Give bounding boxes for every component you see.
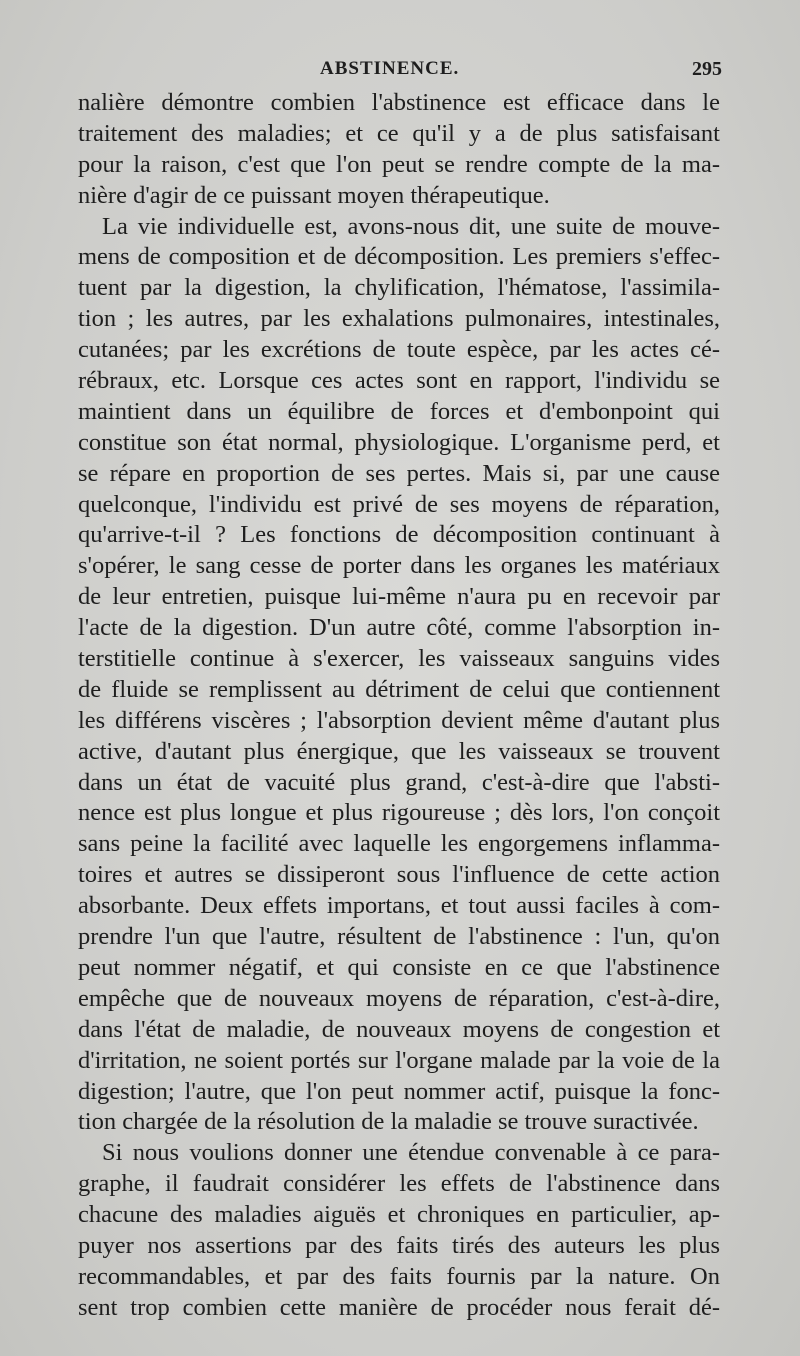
text-line: toires et autres se dissiperont sous l'influence de cette action bbox=[78, 861, 720, 889]
text-line: graphe, il faudrait considérer les effets de l'abstinence dans bbox=[78, 1170, 720, 1198]
text-line: absorbante. Deux effets importans, et tout aussi faciles à com- bbox=[78, 892, 720, 920]
text-line: peut nommer négatif, et qui consiste en ce que l'abstinence bbox=[78, 953, 720, 981]
text-line: dans un état de vacuité plus grand, c'est-à-dire que l'absti- bbox=[78, 768, 720, 796]
text-line: traitement des maladies; et ce qu'il y a de plus satisfaisant bbox=[78, 119, 720, 147]
text-line: La vie individuelle est, avons-nous dit, une suite de mouve- bbox=[102, 212, 720, 240]
running-title: ABSTINENCE. bbox=[320, 58, 460, 79]
text-line: tion ; les autres, par les exhalations pulmonaires, intestinales, bbox=[78, 305, 720, 333]
text-line: pour la raison, c'est que l'on peut se rendre compte de la ma- bbox=[78, 150, 720, 178]
text-line: cutanées; par les excrétions de toute espèce, par les actes cé- bbox=[78, 336, 720, 364]
text-line: mens de composition et de décomposition. Les premiers s'effec- bbox=[78, 243, 720, 271]
text-line: de leur entretien, puisque lui-même n'aura pu en recevoir par bbox=[78, 583, 720, 611]
text-line: nence est plus longue et plus rigoureuse ; dès lors, l'on conçoit bbox=[78, 799, 720, 827]
page-number: 295 bbox=[692, 58, 722, 80]
text-line: de fluide se remplissent au détriment de celui que contiennent bbox=[78, 675, 720, 703]
text-line: qu'arrive-t-il ? Les fonctions de décomposition continuant à bbox=[78, 521, 720, 549]
text-line: terstitielle continue à s'exercer, les vaisseaux sanguins vides bbox=[78, 645, 720, 673]
text-line: l'acte de la digestion. D'un autre côté, comme l'absorption in- bbox=[78, 614, 720, 642]
text-line: chacune des maladies aiguës et chroniques en particulier, ap- bbox=[78, 1201, 720, 1229]
body-text bbox=[78, 88, 720, 1324]
text-line: sans peine la facilité avec laquelle les engorgemens inflamma- bbox=[78, 830, 720, 858]
text-line: puyer nos assertions par des faits tirés des auteurs les plus bbox=[78, 1231, 720, 1259]
text-line: tion chargée de la résolution de la maladie se trouve suractivée. bbox=[78, 1108, 699, 1136]
text-line: quelconque, l'individu est privé de ses moyens de réparation, bbox=[78, 490, 720, 518]
text-line: nalière démontre combien l'abstinence est efficace dans le bbox=[78, 89, 720, 116]
text-line: Si nous voulions donner une étendue convenable à ce para- bbox=[102, 1139, 720, 1167]
text-line: d'irritation, ne soient portés sur l'organe malade par la voie de la bbox=[78, 1046, 720, 1074]
text-line: active, d'autant plus énergique, que les vaisseaux se trouvent bbox=[78, 737, 720, 765]
text-line: digestion; l'autre, que l'on peut nommer actif, puisque la fonc- bbox=[78, 1077, 720, 1105]
text-line: dans l'état de maladie, de nouveaux moyens de congestion et bbox=[78, 1015, 720, 1043]
text-line: prendre l'un que l'autre, résultent de l'abstinence : l'un, qu'on bbox=[78, 923, 720, 951]
text-line: recommandables, et par des faits fournis par la nature. On bbox=[78, 1262, 720, 1290]
text-line: rébraux, etc. Lorsque ces actes sont en rapport, l'individu se bbox=[78, 367, 720, 395]
page-header bbox=[0, 58, 800, 88]
text-line: constitue son état normal, physiologique. L'organisme perd, et bbox=[78, 428, 720, 456]
text-line: nière d'agir de ce puissant moyen thérapeutique. bbox=[78, 181, 550, 209]
text-line: sent trop combien cette manière de procéder nous ferait dé- bbox=[78, 1293, 720, 1321]
text-line: tuent par la digestion, la chylification, l'hématose, l'assimila- bbox=[78, 274, 720, 302]
text-line: les différens viscères ; l'absorption devient même d'autant plus bbox=[78, 706, 720, 734]
text-line: se répare en proportion de ses pertes. Mais si, par une cause bbox=[78, 459, 720, 487]
text-line: s'opérer, le sang cesse de porter dans les organes les matériaux bbox=[78, 552, 720, 580]
text-line: empêche que de nouveaux moyens de réparation, c'est-à-dire, bbox=[78, 984, 720, 1012]
text-line: maintient dans un équilibre de forces et d'embonpoint qui bbox=[78, 397, 720, 425]
